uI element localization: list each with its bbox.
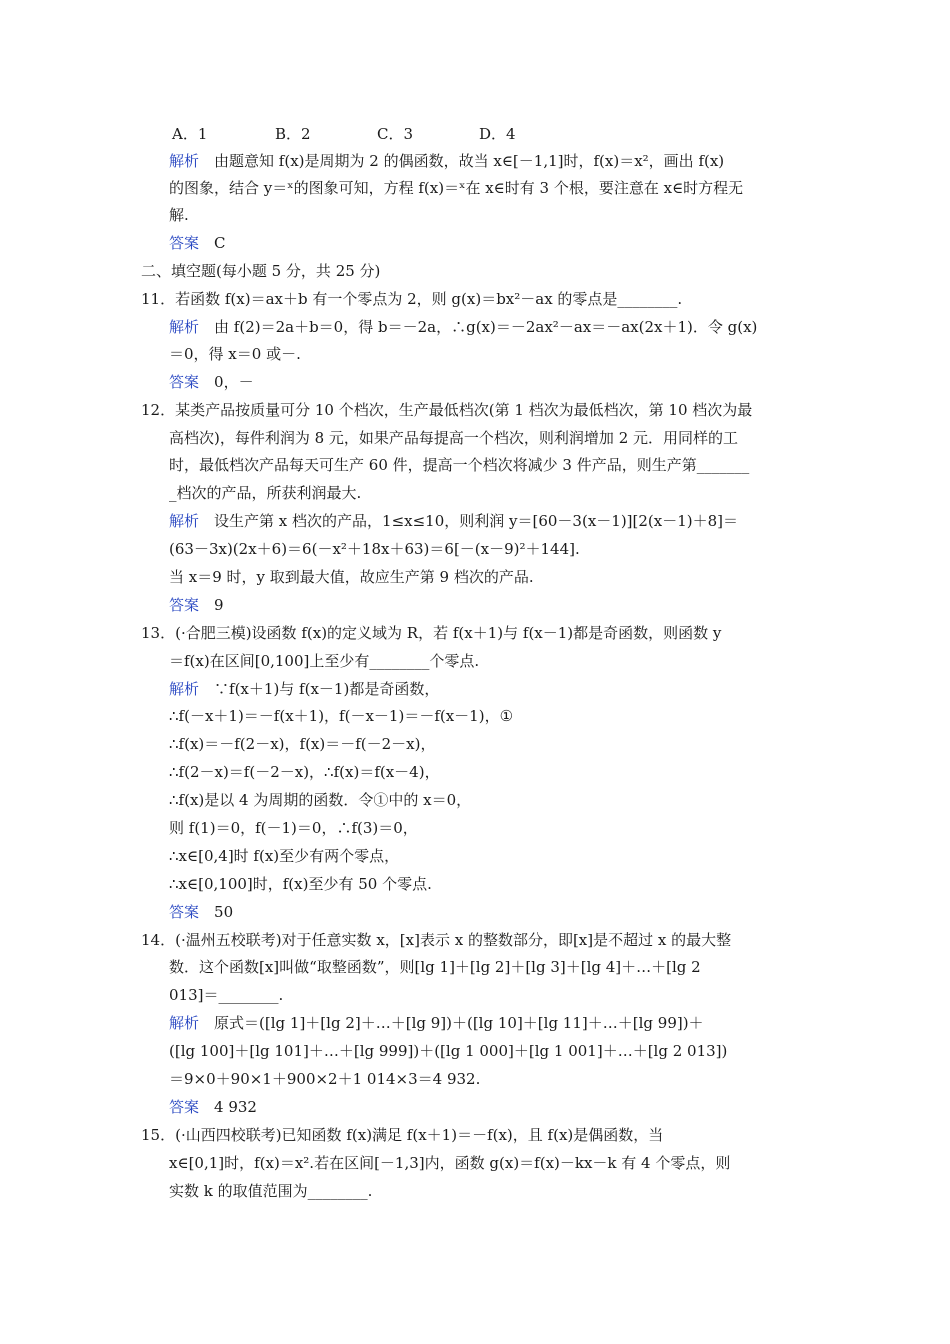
q12-analysis-line-2: (63－3x)(2x＋6)＝6(－x²＋18x＋63)＝6[－(x－9)²＋144]. [169,540,580,558]
q11-stem: 11．若函数 f(x)＝ax＋b 有一个零点为 2，则 g(x)＝bx²－ax 的零点是________. [141,290,683,308]
q12-stem-line-2: 高档次)，每件利润为 8 元，如果产品每提高一个档次，则利润增加 2 元．用同样的工 [169,429,739,447]
option-d: D．4 [479,125,516,143]
q12-stem-line-3: 时，最低档次产品每天可生产 60 件，提高一个档次将减少 3 件产品，则生产第_______ [169,456,750,474]
q13-analysis-line-8: ∴x∈[0,100]时，f(x)至少有 50 个零点. [169,875,432,893]
q13-analysis-line-5: ∴f(x)是以 4 为周期的函数．令①中的 x＝0， [169,791,472,809]
q13-analysis-line-2: ∴f(－x＋1)＝－f(x＋1)，f(－x－1)＝－f(x－1)，① [169,707,514,725]
q15-stem-line-1: 15．(·山西四校联考)已知函数 f(x)满足 f(x＋1)＝－f(x)，且 f(x)是偶函数，当 [141,1126,664,1144]
q11-analysis-line-2: ＝0，得 x＝0 或－. [169,345,301,363]
analysis-label: 解析 [169,680,200,698]
q10-analysis-line-2: 的图象，结合 y＝ˣ的图象可知，方程 f(x)＝ˣ在 x∈时有 3 个根，要注意在 x∈时方程无 [169,179,744,197]
q12-answer [169,595,224,615]
analysis-text: 由题意知 f(x)是周期为 2 的偶函数，故当 x∈[－1,1]时，f(x)＝x²，画出 f(x) [214,152,725,170]
section-title: 二、填空题(每小题 5 分，共 25 分) [141,262,381,280]
q11-answer [169,372,254,392]
q12-stem-line-4: _档次的产品，所获利润最大. [169,484,362,502]
analysis-label: 解析 [169,152,200,170]
q12-analysis-line-3: 当 x＝9 时，y 取到最大值，故应生产第 9 档次的产品. [169,568,534,586]
analysis-label: 解析 [169,512,200,530]
option-b: B．2 [275,125,311,143]
answer-value: 0，－ [214,373,254,391]
answer-value: 50 [214,903,234,921]
q12-stem-line-1: 12．某类产品按质量可分 10 个档次，生产最低档次(第 1 档次为最低档次，第 10 档次为最 [141,401,753,419]
answer-value: 9 [214,596,224,614]
answer-label: 答案 [169,903,200,921]
q13-stem-line-2: ＝f(x)在区间[0,100]上至少有________个零点. [169,652,480,670]
analysis-text: ∵f(x＋1)与 f(x－1)都是奇函数， [214,680,440,698]
q10-analysis-line-1 [169,151,724,171]
option-a: A．1 [172,125,208,143]
q13-analysis-line-6: 则 f(1)＝0，f(－1)＝0，∴f(3)＝0， [169,819,418,837]
q13-analysis-line-7: ∴x∈[0,4]时 f(x)至少有两个零点， [169,847,400,865]
answer-label: 答案 [169,596,200,614]
q14-stem-line-2: 数．这个函数[x]叫做“取整函数”，则[lg 1]＋[lg 2]＋[lg 3]＋[lg 4]＋…＋[lg 2 [169,958,701,976]
q14-analysis-line-2: ([lg 100]＋[lg 101]＋…＋[lg 999])＋([lg 1 000]＋[lg 1 001]＋…＋[lg 2 013]) [169,1042,728,1060]
q12-analysis-line-1 [169,511,738,531]
q13-stem-line-1: 13．(·合肥三模)设函数 f(x)的定义域为 R，若 f(x＋1)与 f(x－1)都是奇函数，则函数 y [141,624,722,642]
q11-analysis-line-1 [169,317,757,337]
q14-stem-line-1: 14．(·温州五校联考)对于任意实数 x，[x]表示 x 的整数部分，即[x]是不超过 x 的最大整 [141,931,732,949]
analysis-text: 设生产第 x 档次的产品，1≤x≤10，则利润 y＝[60－3(x－1)][2(x－1)＋8]＝ [214,512,739,530]
answer-value: 4 932 [214,1098,257,1116]
q14-stem-line-3: 013]＝________. [169,986,284,1004]
q14-answer [169,1097,257,1117]
q13-answer [169,902,233,922]
analysis-label: 解析 [169,318,200,336]
option-c: C．3 [377,125,414,143]
answer-value: C [214,234,226,252]
q10-analysis-line-3: 解. [169,206,189,224]
q15-stem-line-2: x∈[0,1]时，f(x)＝x².若在区间[－1,3]内，函数 g(x)＝f(x)－kx－k 有 4 个零点，则 [169,1154,731,1172]
answer-label: 答案 [169,373,200,391]
answer-label: 答案 [169,1098,200,1116]
q14-analysis-line-3: ＝9×0＋90×1＋900×2＋1 014×3＝4 932. [169,1070,481,1088]
q10-answer [169,233,226,253]
analysis-label: 解析 [169,1014,200,1032]
q13-analysis-line-1 [169,679,439,699]
analysis-text: 由 f(2)＝2a＋b＝0，得 b＝－2a，∴g(x)＝－2ax²－ax＝－ax(2x＋1)．令 g(x) [214,318,758,336]
q13-analysis-line-4: ∴f(2－x)＝f(－2－x)，∴f(x)＝f(x－4)， [169,763,440,781]
analysis-text: 原式＝([lg 1]＋[lg 2]＋…＋[lg 9])＋([lg 10]＋[lg 11]＋…＋[lg 99])＋ [214,1014,704,1032]
answer-label: 答案 [169,234,200,252]
q14-analysis-line-1 [169,1013,704,1033]
q13-analysis-line-3: ∴f(x)＝－f(2－x)，f(x)＝－f(－2－x)， [169,735,436,753]
q15-stem-line-3: 实数 k 的取值范围为________. [169,1182,373,1200]
